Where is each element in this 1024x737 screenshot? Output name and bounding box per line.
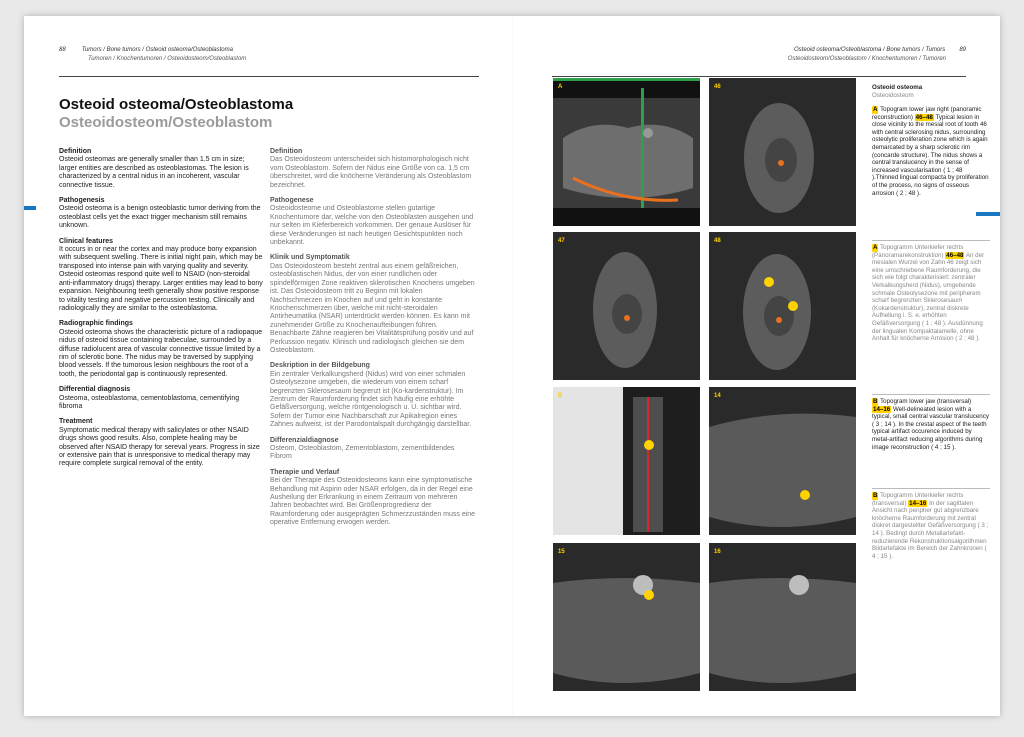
caption-a-de-1: Topogramm Unterkiefer rechts (Panoramarekonstruktion)	[872, 244, 964, 259]
caption-badge-a-de: A	[873, 244, 878, 251]
caption-divider	[872, 394, 990, 395]
text-differential-de: Osteom, Osteoblastom, Zementoblastom, zementbildendes Fibrom	[270, 445, 455, 461]
breadcrumb-de: Tumoren / Knochentumoren / Osteoidosteom/Osteoblastom	[88, 56, 247, 62]
text-radiographic: Osteoid osteoma shows the characteristic picture of a radiopaque nidus of osteoid tissue containing trabeculae, surrounded by a diffuse radiolucent area of vascular connective tissue limited by a rim of sclerotic bone. The nidus may be traversed by supplying blood vessels. If the tumorous lesion neighbours the root of a tooth, the periodontal gap is continuously represented.	[59, 328, 263, 378]
chapter-tab-left	[24, 206, 36, 210]
heading-radiographic-de: Deskription in der Bildgebung	[270, 362, 370, 370]
text-definition: Osteoid osteomas are generally smaller than 1.5 cm in size; larger entities are described as osteoblastomas. The lesion is characterized by a central nidus in an incoherent, vascular connective tissue.	[59, 156, 249, 189]
caption-title: Osteoid osteoma	[872, 84, 923, 91]
caption-b-de	[872, 492, 990, 560]
page-title: Osteoid osteoma/Osteoblastoma	[59, 96, 294, 113]
chapter-tab-right	[976, 212, 1000, 216]
image-label: 47	[558, 238, 565, 244]
ct-image-a[interactable]	[553, 78, 700, 226]
ct-image-47[interactable]	[553, 232, 700, 380]
image-label: 16	[714, 549, 721, 555]
heading-radiographic: Radiographic findings	[59, 320, 133, 328]
text-pathogenesis-de: Osteoidosteome und Osteoblastome stellen gutartige Knochentumore dar, welche von den Osteoblasten ausgehen und nur selten im Kieferbereich vorkommen. Der genaue Auslöser für diese Veränderungen ist nach heutigen Gesichtspunkten noch unbekannt.	[270, 205, 474, 247]
breadcrumb-de-right: Osteoidosteom/Osteoblastom / Knochentumoren / Tumoren	[787, 56, 946, 62]
heading-definition-de: Definition	[270, 148, 303, 155]
ct-image-46[interactable]	[709, 78, 856, 226]
caption-a-en-2: Typical lesion in close vicinity to the mesial root of tooth 46 with central sclerosing nidus, surrounding osteolytic proliferation zone which is again demarcated by a sharp sclerotic rim (concarde structure). The nidus shows a central translucency in the sense of increased vascularisation ( 1 ; 48 ).Thinned lingual compacta by proliferation of the process, no signs of osseous arrosion ( 2 ; 48 ).	[872, 113, 989, 197]
caption-badge-range-a-de: 46–48	[946, 251, 964, 259]
book-spread	[24, 16, 1000, 716]
english-column	[59, 148, 264, 476]
image-label: A	[558, 84, 563, 90]
caption-b-de-2: In der sagittalen Ansicht nach peripher gut abgrenzbare knöcherne Raumforderung mit zentral diskret dargestellter Gefäßversorgung ( 3 ; 14 ). Bedingt durch Metallartefakt-reduzierende Rekonstruktionsalgorithmen Bildartefakte im Bereich der Zahnkronen ( 4 ; 15 ).	[872, 499, 989, 560]
text-definition-de: Das Osteoidosteom unterscheidet sich histomorphologisch nicht vom Osteoblastom. Sofern der Nidus eine Größe von ca. 1,5 cm überschreitet, wird die knöcherne Veränderung als Osteoblastom bezeichnet.	[270, 156, 472, 189]
image-label: 15	[558, 549, 565, 555]
german-column	[270, 148, 476, 535]
caption-a-en-1: Topogram lower jaw right (panoramic reconstruction)	[872, 106, 982, 121]
image-label: 48	[714, 238, 721, 244]
text-clinical-de: Das Osteoidosteom besteht zentral aus einem gefäßreichen, osteoblastischen Nidus, der von einer rundlichen oder spindelförmigen Zone reaktiven sklerotischen Knochens umgeben ist. Das Osteoidosteom tritt zu Beginn mit lokalen Nachtschmerzen im Knochen auf und geht in konstante Knochenschmerzen über, welche mit nicht-steroidalen Antirheumatika (NSAR) unterdrückt werden können. Es kann mit zunehmender Größe zu Knochenaufteibungen führen. Benachbarte Zähne reagieren bei Vitalitätsprüfung positiv und auf Perkussion negativ. Klinisch und radiologisch gleichen sie dem Osteoblastom.	[270, 262, 475, 354]
page-gutter	[512, 16, 513, 716]
heading-differential: Differential diagnosis	[59, 386, 131, 394]
caption-badge-range-b: 14–16	[873, 405, 891, 413]
caption-badge-b-de: B	[873, 492, 878, 499]
text-treatment-de: Bei der Therapie des Osteoidosteoms kann eine symptomatische Behandlung mit Aspirin oder NSAR erfolgen, da in der Regel eine Ausheilung der Erkrankung in einem Zeitraum von mehreren Jahren beobachtet wird. Bei Größenprogredienz der Raumforderung oder ausgeprägten Schmerzzuständen muss eine operative Entfernung erwogen werden.	[270, 477, 476, 527]
caption-badge-b: B	[873, 398, 878, 405]
text-differential: Osteoma, osteoblastoma, cementoblastoma, cementifying fibroma	[59, 394, 240, 410]
ct-image-b[interactable]	[553, 387, 700, 535]
page-number-right: 89	[959, 47, 966, 53]
heading-treatment-de: Therapie und Verlauf	[270, 468, 340, 476]
caption-b-en-2: Well-delineated lesion with a typical, small central vascular translucency ( 3 ; 14 ). In the crestal aspect of the teeth typical artifact occurence induced by metal-artifact reducing algorithms during image reconstruction ( 4 ; 15 ).	[872, 405, 989, 451]
caption-badge-a: A	[873, 106, 878, 113]
caption-a-de-2: An der mesialen Wurzel von Zahn 46 zeigt sich eine umschriebene Raumforderung, die sich wie folgt charakterisiert: zentraler Verkalkungsherd (Nidus), umgebende schmale Osteolysezone mit peripherem scharf begrenzten Sklerosesaum (Kokardenstruktur), zentral diskrete Aufhellung i. S. e. erhöhten Gefäßversorgung ( 1 ; 48 ). Ausdünnung der lingualen Kompaktalamelle, ohne Anhalt für knöcherne Arrosion ( 2 ; 48 ).	[872, 251, 985, 343]
breadcrumb-en: Tumors / Bone tumors / Osteoid osteoma/Osteoblastoma	[81, 47, 233, 53]
ct-image-14[interactable]	[709, 387, 856, 535]
heading-clinical-de: Klinik und Symptomatik	[270, 254, 350, 262]
heading-pathogenesis: Pathogenesis	[59, 197, 105, 205]
heading-clinical: Clinical features	[59, 237, 114, 245]
breadcrumb-en-right: Osteoid osteoma/Osteoblastoma / Bone tumors / Tumors	[794, 47, 946, 53]
image-label: B	[558, 393, 563, 399]
heading-treatment: Treatment	[59, 418, 93, 426]
ct-image-16[interactable]	[709, 543, 856, 691]
page-number-left: 88	[59, 47, 66, 53]
page-title-de: Osteoidosteom/Osteoblastom	[59, 114, 273, 131]
caption-badge-range-a: 46–48	[915, 113, 933, 121]
image-label: 14	[714, 393, 721, 399]
running-head-right	[772, 46, 966, 64]
ct-image-15[interactable]	[553, 543, 700, 691]
image-label: 46	[714, 84, 721, 90]
caption-header	[872, 84, 990, 99]
running-head-left	[59, 46, 246, 64]
header-rule-right	[552, 76, 966, 77]
caption-divider	[872, 240, 990, 241]
caption-b-de-1: Topogramm Unterkiefer rechts (transversal)	[872, 492, 964, 507]
heading-pathogenesis-de: Pathogenese	[270, 197, 314, 205]
heading-definition: Definition	[59, 148, 92, 155]
text-treatment: Symptomatic medical therapy with salicylates or other NSAID drugs shows good results. Also, complete healing may be observed after NSAID therapy for sereval years. Progress in size or extensive pain that is unresponsive to medical therapy may require complete surgical removal of the entity.	[59, 426, 260, 468]
caption-badge-range-b-de: 14–16	[909, 499, 927, 507]
caption-b-en	[872, 398, 990, 451]
caption-b-en-1: Topogram lower jaw (transversal)	[880, 398, 972, 405]
ct-image-48[interactable]	[709, 232, 856, 380]
heading-differential-de: Differenzialdiagnose	[270, 436, 339, 444]
caption-title-de: Osteoidosteom	[872, 91, 914, 99]
text-radiographic-de: Ein zentraler Verkalkungsherd (Nidus) wird von einer schmalen Osteolysezone umgeben, die wiederum von einem scharf begrenzten Sklerosesaum begrenzt ist (Ko-kardenstruktur). Im Zentrum der Raumforderung findet sich häufig eine erhöhte Gefäßversorgung, welche röntgenologisch u. U. sichtbar wird. Sofern der Tumor eine Nachbarschaft zur Apikalregion eines Zahnes aufweist, ist der Parodontalspalt durchgängig darstellbar.	[270, 370, 472, 429]
text-clinical: It occurs in or near the cortex and may produce bony expansion with subsequent swelling. There is initial night pain, which may be transposed into intense pain with varying quality and severity. Osteoid osteomas respond quite well to NSAID (non-steroidal anti-inflammatory drugs) therapy. Larger entities may lead to bony expansion. Neighbouring teeth generally show positive response to vitality testing and negative percussion testing. Clinically and radiologically they are similar to the osteoblastoma.	[59, 246, 263, 312]
header-rule-left	[59, 76, 479, 77]
caption-a-en	[872, 106, 990, 197]
caption-divider	[872, 488, 990, 489]
text-pathogenesis: Osteoid osteoma is a benign osteoblastic tumor deriving from the osteoblast cells yet the exact trigger mechanism still remains unknown.	[59, 205, 261, 230]
caption-a-de	[872, 244, 990, 343]
